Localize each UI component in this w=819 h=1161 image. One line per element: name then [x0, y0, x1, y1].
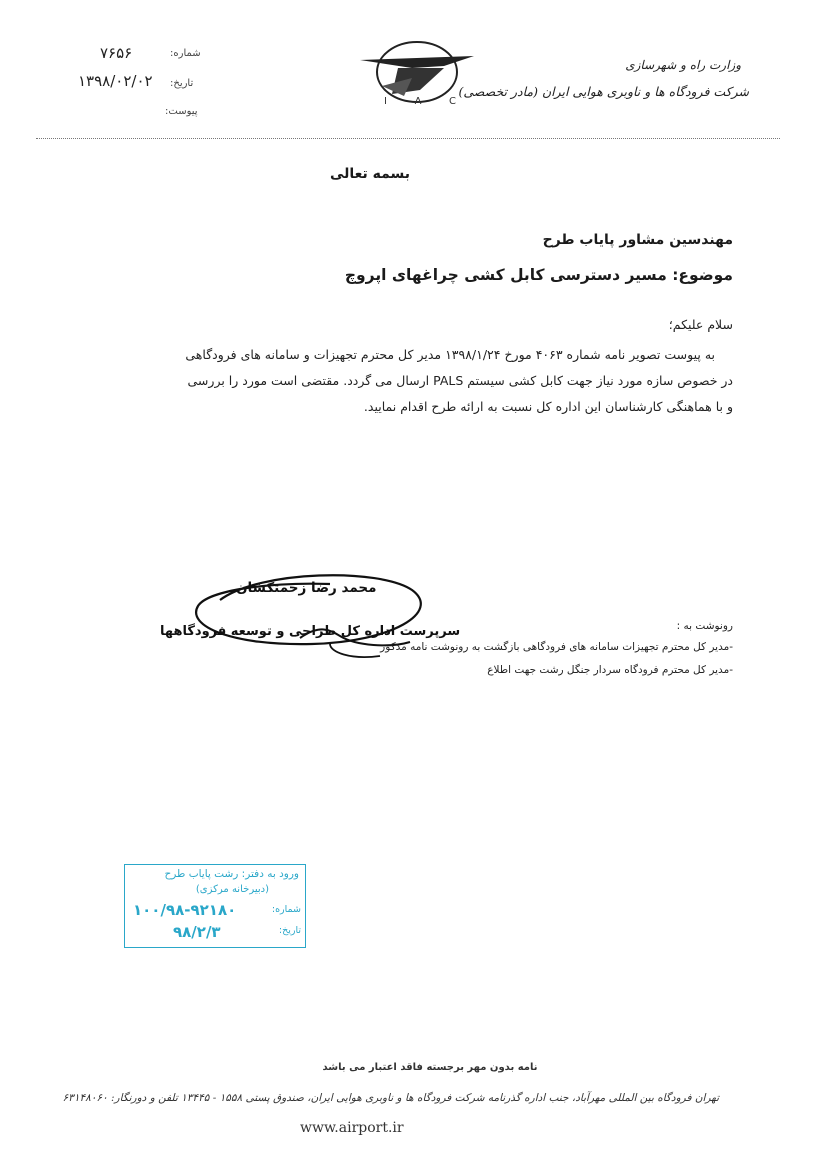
stamp-line-1: ورود به دفتر: رشت پایاب طرح [164, 868, 299, 880]
logo-letters [384, 96, 456, 107]
stamp-line-2: (دبیرخانه مرکزی) [195, 884, 269, 895]
body-line-1: به پیوست تصویر نامه شماره ۴۰۶۳ مورخ ۱۳۹۸/۱/۲۴ مدیر کل محترم تجهیزات و سامانه های فرودگاهی [185, 347, 715, 362]
signatory-title: سرپرست اداره کل طراحی و توسعه فرودگاهها [160, 624, 461, 639]
receipt-stamp [124, 864, 306, 948]
signatory-name: محمد رضا زحمتکشان [236, 580, 377, 596]
company-name: شرکت فرودگاه ها و ناوبری هوایی ایران (مادر تخصصی) [458, 84, 749, 99]
logo-letter-a: A [414, 96, 422, 107]
signature-scribble-icon [180, 560, 450, 670]
cc-line-1: -مدیر کل محترم تجهیزات سامانه های فرودگاهی بازگشت به رونوشت نامه مذکور [380, 641, 733, 653]
date-value: ۱۳۹۸/۰۲/۰۲ [78, 72, 153, 90]
cc-line-2: -مدیر کل محترم فرودگاه سردار جنگل رشت جهت اطلاع [487, 664, 733, 676]
handwritten-signature [180, 560, 450, 670]
letter-body [93, 342, 733, 420]
footer-address: تهران فرودگاه بین المللی مهرآباد، جنب اداره گذرنامه شرکت فرودگاه ها و ناوبری هوایی ایران، صندوق پستی ۱۵۵۸ - ۱۳۴۴۵ تلفن و دورنگار: ۶۳۱۴۸۰۶۰ [62, 1092, 719, 1104]
logo-letter-i: I [384, 96, 387, 107]
logo-letter-c: C [449, 96, 456, 107]
ministry-name: وزارت راه و شهرسازی [625, 58, 741, 72]
recipient: مهندسین مشاور پایاب طرح [542, 232, 733, 248]
number-label: شماره: [170, 48, 201, 59]
greeting: سلام علیکم؛ [668, 317, 733, 332]
stamp-number-label: شماره: [271, 904, 301, 915]
cc-label: رونوشت به : [676, 620, 733, 632]
invocation: بسمه تعالی [329, 166, 411, 182]
stamp-number-value: ۱۰۰/۹۸-۹۲۱۸۰ [133, 901, 237, 919]
subject-line: موضوع: مسیر دسترسی کابل کشی چراغهای اپروچ [344, 266, 733, 284]
body-line-2: در خصوص سازه مورد نیاز جهت کابل کشی سیستم PALS ارسال می گردد. مقتضی است مورد را بررسی [187, 373, 733, 388]
stamp-date-label: تاریخ: [278, 925, 301, 936]
stamp-date-value: ۹۸/۲/۳ [173, 923, 221, 941]
number-value: ۷۶۵۶ [100, 44, 133, 62]
body-line-3: و با هماهنگی کارشناسان این اداره کل نسبت به ارائه طرح اقدام نمایید. [363, 399, 733, 414]
attachment-label: پیوست: [165, 106, 198, 117]
footer-website: www.airport.ir [300, 1120, 404, 1136]
header-divider [36, 138, 780, 139]
date-label: تاریخ: [170, 78, 194, 89]
validity-note: نامه بدون مهر برجسته فاقد اعتبار می باشد [322, 1062, 538, 1073]
